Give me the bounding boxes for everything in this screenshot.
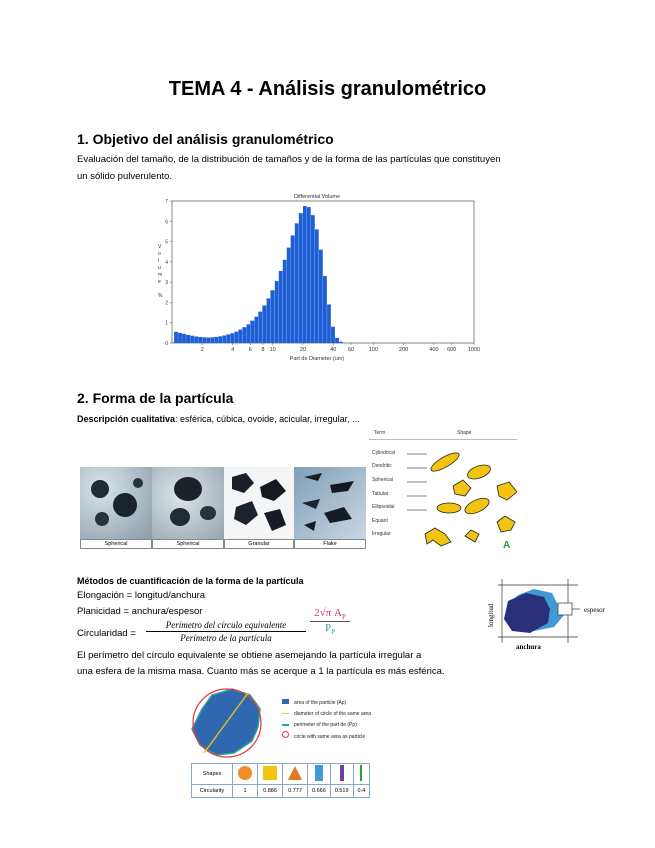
qualitative-text: : esférica, cúbica, ovoide, acicular, irregular, ... (175, 414, 360, 424)
irregular-shape-c (465, 530, 479, 542)
photo-spherical-2 (152, 467, 224, 539)
chart-y-tick-label: 0 (165, 341, 168, 347)
planicidad-formula: Planicidad = anchura/espesor (77, 606, 203, 617)
shape-reference-table (369, 430, 517, 548)
photo-caption: Spherical (80, 539, 152, 549)
shape-cell-square (258, 764, 283, 785)
chart-bar (178, 333, 182, 343)
line-shape-icon (358, 764, 364, 782)
granular-particle (264, 509, 286, 531)
circularity-value: 0.666 (308, 785, 331, 798)
sphere-particle (95, 512, 109, 526)
shape-table-divider (369, 439, 517, 440)
chart-bar (311, 215, 315, 343)
qualitative-label: Descripción cualitativa (77, 414, 176, 424)
page-title: TEMA 4 - Análisis granulométrico (168, 78, 487, 100)
chart-bar (307, 207, 311, 343)
chart-x-ticks (201, 343, 480, 353)
irregular-shape-a (497, 482, 517, 500)
chart-bar (258, 312, 262, 343)
elongacion-formula: Elongación = longitud/anchura (77, 590, 206, 601)
legend-swatch-circle (282, 731, 289, 738)
chart-y-tick-label: 1 (165, 320, 168, 327)
photo-spherical-2-particles (152, 467, 224, 539)
espesor-label: espesor (584, 606, 605, 614)
chart-x-tick-label: 400 (429, 347, 439, 353)
photo-spherical-1 (80, 467, 152, 539)
shape-cell-circle (233, 764, 258, 785)
formula-numerator (310, 607, 350, 622)
chart-bar (222, 335, 226, 343)
chart-y-tick-label: 4 (165, 259, 168, 266)
shape-row-term: Irregular (372, 531, 391, 537)
chart-bar (214, 337, 218, 343)
formula-numerator-sub: P (341, 613, 346, 622)
shape-illustrations (405, 442, 517, 548)
section-2-heading: 2. Forma de la partícula (77, 390, 234, 406)
sphere-particle (200, 506, 216, 520)
sphere-particle (133, 478, 143, 488)
chart-bar (339, 342, 343, 343)
circularidad-denominator: Perímetro de la partícula (180, 633, 272, 643)
chart-y-ticks (165, 199, 172, 347)
circularity-formula (310, 607, 350, 636)
legend-label: area of the particle (Ap) (294, 700, 347, 706)
legend-item (282, 698, 371, 709)
legend-swatch-area (282, 699, 289, 704)
sphere-particle (174, 477, 202, 501)
photo-caption: Spherical (152, 539, 224, 549)
chart-x-tick-label: 8 (261, 347, 265, 353)
chart-bar (247, 324, 251, 343)
photo-caption: Flake (294, 539, 366, 549)
shape-row-term: Ellipsoidal (372, 504, 395, 510)
chart-bar (186, 335, 190, 343)
triangle-shape-icon (287, 765, 303, 781)
shape-table-term-header: Term (374, 430, 386, 436)
formula-denominator-sub: P (331, 628, 336, 637)
circularity-row-label: Circularity (192, 785, 233, 798)
photo-granular (224, 467, 294, 539)
chart-bar (270, 290, 274, 343)
legend-item (282, 731, 371, 743)
chart-bar (194, 337, 198, 343)
thin-rectangle-shape-icon (338, 764, 346, 782)
chart-y-tick-label: 6 (165, 219, 168, 226)
chart-bar (335, 338, 339, 343)
formula-denominator (310, 622, 350, 636)
chart-title: Differential Volume (293, 194, 341, 200)
chart-x-tick-label: 600 (447, 347, 457, 353)
chart-bar (250, 321, 254, 343)
photo-flake (294, 467, 366, 539)
chart-bar (327, 304, 331, 343)
legend-label: diameter of circle of the same area (294, 711, 371, 717)
ovoid-shape (466, 462, 493, 481)
chart-bar (198, 337, 202, 343)
chart-bar (299, 213, 303, 343)
chart-y-label: V o l u m e % (158, 244, 163, 299)
methods-heading: Métodos de cuantificación de la forma de la partícula (77, 576, 304, 586)
chart-bar (226, 334, 230, 343)
tabular-shape (463, 495, 492, 517)
chart-x-tick-label: 4 (231, 347, 235, 353)
shape-row-term: Spherical (372, 477, 393, 483)
legend-item (282, 720, 371, 731)
sphere-particle (170, 508, 190, 526)
circle-figure-legend (282, 698, 371, 743)
rectangle-shape-icon (313, 764, 325, 782)
granular-particle (234, 501, 258, 525)
chart-bar (319, 250, 323, 343)
espesor-box (558, 603, 572, 615)
granular-particle (260, 479, 286, 501)
chart-bar (242, 327, 246, 343)
chart-bar (315, 229, 319, 343)
chart-bar (275, 281, 279, 343)
particle-size-chart (150, 188, 480, 364)
formula-numerator-text: 2√π A (314, 607, 342, 619)
equant-shape (497, 516, 515, 532)
circularity-value: 1 (233, 785, 258, 798)
chart-bar (218, 336, 222, 343)
chart-x-tick-label: 20 (299, 347, 307, 353)
shape-row-term: Cylindrical (372, 450, 396, 456)
chart-bar (283, 260, 287, 343)
flake-particle (304, 473, 322, 481)
legend-label: perimeter of the part de (Pp) (294, 722, 357, 728)
shape-table-letter: A (503, 540, 511, 548)
sphere-particle (91, 480, 109, 498)
flake-particle (304, 521, 316, 531)
chart-bar (279, 271, 283, 343)
chart-x-label: Part de Diameter (um) (289, 356, 345, 362)
photo-flake-particles (294, 467, 366, 539)
circularity-value: 0.777 (283, 785, 308, 798)
equivalent-circle-text-line-1: El perímetro del círculo equivalente se obtiene asemejando la partícula irregular a (77, 650, 422, 661)
chart-y-tick-label: 3 (165, 280, 168, 287)
shape-cell-triangle (283, 764, 308, 785)
chart-bar (255, 317, 259, 343)
chart-bar (202, 337, 206, 343)
chart-bar (238, 330, 242, 343)
flake-particle (330, 481, 354, 493)
granular-particle (232, 473, 254, 493)
shape-cell-thin-rectangle (330, 764, 353, 785)
chart-bar (234, 332, 238, 343)
shape-table-shape-header: Shape (457, 430, 472, 436)
cylindrical-shape (429, 450, 462, 475)
chart-bar (303, 206, 307, 343)
sphere-particle (113, 493, 137, 517)
qualitative-description (77, 411, 360, 427)
circularity-value: 0.519 (330, 785, 353, 798)
chart-bar (190, 336, 194, 343)
chart-bar (210, 337, 214, 343)
shape-cell-rectangle (308, 764, 331, 785)
chart-bar (267, 298, 271, 343)
section-1-text-line-1: Evaluación del tamaño, de la distribución de tamaños y de la forma de las partículas que constituyen (77, 154, 501, 165)
equivalent-circle-figure (182, 683, 272, 763)
irregular-shape-b (425, 528, 451, 546)
circularidad-fraction (146, 620, 306, 643)
shape-cell-line (353, 764, 370, 785)
chart-x-tick-label: 100 (368, 347, 378, 353)
chart-x-tick-label: 200 (399, 347, 409, 353)
legend-swatch-perimeter (282, 724, 289, 726)
chart-x-tick-label: 2 (200, 347, 204, 353)
circle-shape-icon (237, 765, 253, 781)
photo-caption: Granular (224, 539, 294, 549)
circularity-value: 0.886 (258, 785, 283, 798)
chart-x-tick-label: 60 (347, 347, 355, 353)
chart-bar (323, 276, 327, 343)
chart-y-tick-label: 7 (165, 199, 168, 205)
chart-bar (295, 223, 299, 343)
chart-bar (262, 305, 266, 343)
circularidad-numerator: Perímetro del círculo equivalente (146, 620, 306, 632)
equivalent-circle-text-line-2: una esfera de la misma masa. Cuanto más se acerque a 1 la partícula es más esférica. (77, 666, 445, 677)
chart-y-tick-label: 5 (165, 239, 168, 246)
circularity-table-values-row (192, 785, 370, 798)
circularidad-label: Circularidad = (77, 628, 136, 639)
photo-spherical-1-particles (80, 467, 152, 539)
ellipsoidal-shape (437, 503, 461, 513)
legend-swatch-diameter (282, 713, 289, 714)
chart-bar (287, 248, 291, 343)
longitud-label: longitud (487, 603, 495, 627)
chart-x-tick-label: 40 (330, 347, 337, 353)
shape-row-term: Tabular (372, 491, 389, 497)
chart-bar (331, 327, 335, 343)
chart-bar (182, 334, 186, 343)
formula-denominator-text: P (324, 622, 332, 635)
shapes-row-label: Shapes (192, 764, 233, 785)
legend-item (282, 709, 371, 720)
chart-bar (174, 332, 178, 343)
chart-y-tick-label: 2 (165, 300, 168, 307)
flake-particle (324, 507, 352, 523)
section-1-heading: 1. Objetivo del análisis granulométrico (77, 131, 334, 147)
chart-x-tick-label: 10 (269, 347, 276, 353)
chart-x-tick-label: 6 (248, 347, 252, 353)
shape-row-term: Dendritic (372, 463, 392, 469)
circularity-value: 0.4 (353, 785, 370, 798)
particle-dimensions-figure (468, 575, 618, 651)
chart-bar (206, 338, 210, 343)
chart-x-tick-label: 1000 (467, 347, 480, 353)
circularity-table-shapes-row (192, 764, 370, 785)
spherical-shape (453, 480, 471, 496)
square-shape-icon (262, 765, 278, 781)
chart-bar (291, 235, 295, 343)
legend-label: circle with same area as particle (294, 734, 366, 740)
anchura-label: anchura (516, 643, 541, 651)
section-1-text-line-2: un sólido pulverulento. (77, 171, 173, 182)
flake-particle (302, 499, 320, 509)
photo-granular-particles (224, 467, 294, 539)
chart-bar (230, 333, 234, 343)
circularity-table (191, 763, 370, 798)
shape-row-term: Equant (372, 518, 388, 524)
